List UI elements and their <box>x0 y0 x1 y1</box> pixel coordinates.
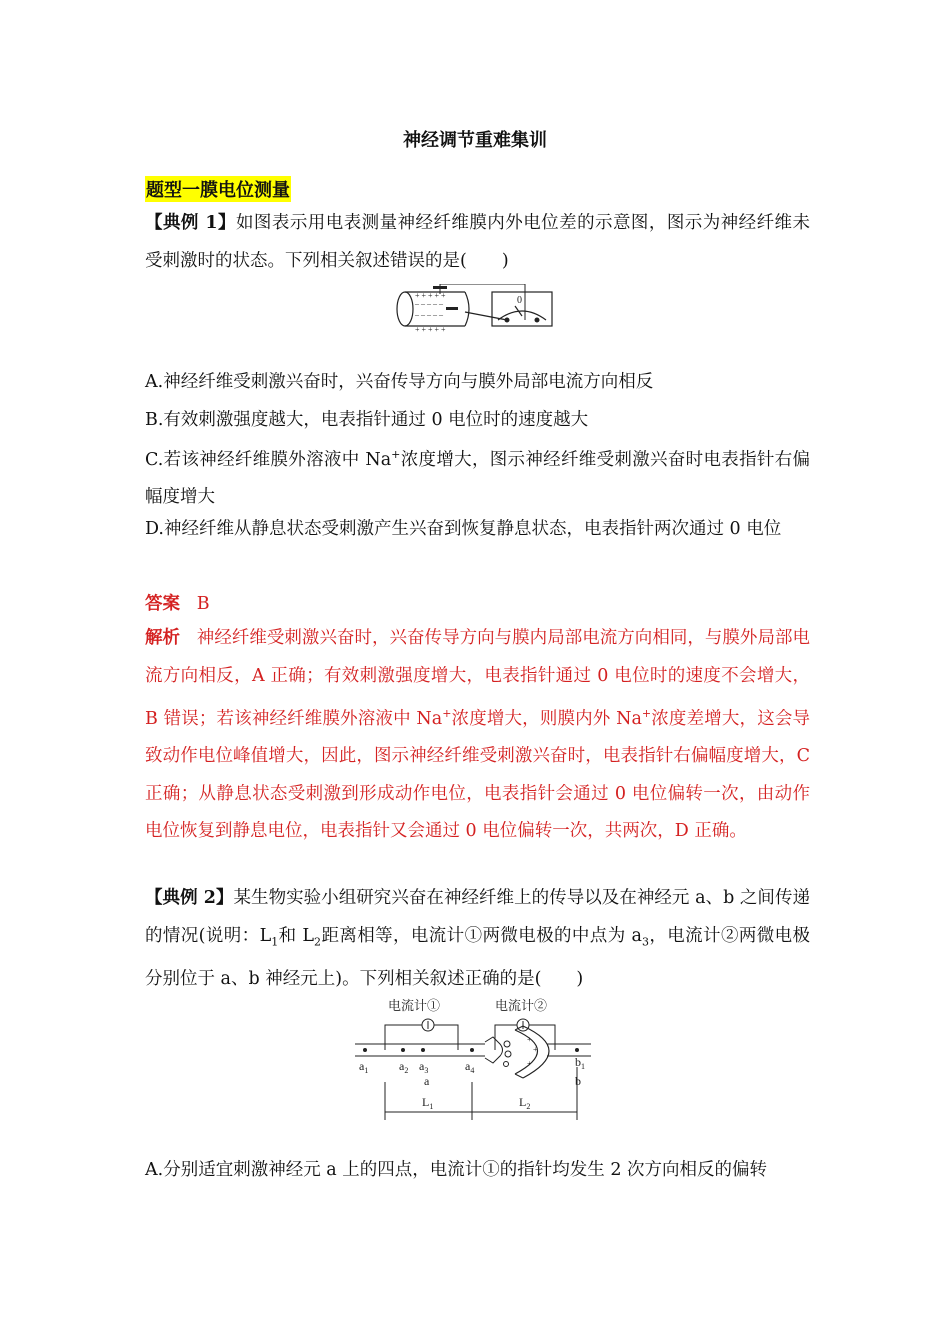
label-L2: L <box>519 1095 527 1109</box>
label-L1: L <box>422 1095 430 1109</box>
label-a2-sub: 2 <box>404 1066 409 1075</box>
example2-option-a: A.分别适宜刺激神经元 a 上的四点，电流计①的指针均发生 2 次方向相反的偏转 <box>145 1160 768 1180</box>
label-a3-sub: 3 <box>424 1066 429 1075</box>
label-a3: a <box>419 1059 425 1073</box>
analysis-label: 解析 <box>145 628 181 648</box>
svg-text:+ + + + +: + + + + + <box>415 291 446 300</box>
meter1-label: 电流计① <box>388 998 441 1013</box>
option-d: D.神经纤维从静息状态受刺激产生兴奋到恢复静息状态，电表指针两次通过 0 电位 <box>145 519 782 539</box>
example2-sub-1: 1 <box>271 935 279 948</box>
example2-text-2: 和 L <box>278 925 315 946</box>
analysis-text-3: 浓度差增大，这会导致动作电位峰值增大，因此，图示神经纤维受刺激兴奋时，电表指针右偏幅度增大，C 正确；从静息状态受刺激到形成动作电位，电表指针会通过 0 电位偏转一次，由动作电位恢复到静息电位，电表指针又会通过 0 电位偏转一次，共两次，D 正确。 <box>145 708 811 842</box>
analysis-sup-1: + <box>442 707 452 720</box>
option-c <box>145 436 810 517</box>
label-a1-sub: 1 <box>364 1066 369 1075</box>
answer-line <box>145 590 210 615</box>
example2-sub-2: 2 <box>314 935 322 948</box>
meter2-label: 电流计② <box>495 998 548 1013</box>
example1-stem-text: 如图表示用电表测量神经纤维膜内外电位差的示意图，图示为神经纤维未受刺激时的状态。下列相关叙述错误的是( ) <box>145 213 810 271</box>
svg-text:b1 <box>575 1055 585 1071</box>
example2-text-4: ，电流计②两微电极分别位于 a、b 神经元上)。下列相关叙述正确的是( ) <box>145 925 811 989</box>
figure-neurons-meters <box>355 992 595 1122</box>
example2-tag: 【典例 2】 <box>145 888 234 908</box>
label-b: b <box>575 1074 581 1088</box>
svg-text:+: + <box>527 1035 532 1044</box>
option-c-text-1: C.若该神经纤维膜外溶液中 Na <box>145 449 392 470</box>
svg-text:L2 <box>519 1095 530 1111</box>
label-L1-sub: 1 <box>429 1102 434 1111</box>
option-a: A.神经纤维受刺激兴奋时，兴奋传导方向与膜外局部电流方向相反 <box>145 372 654 392</box>
meter-zero-label: 0 <box>517 295 522 306</box>
answer-value: B <box>196 594 210 614</box>
example2-text-1: 某生物实验小组研究兴奋在神经纤维上的传导以及在神经元 a、b 之间传递的情况(说明：L <box>145 888 810 946</box>
label-a4-sub: 4 <box>470 1066 475 1075</box>
option-c-text-2: 浓度增大，图示神经纤维受刺激兴奋时电表指针右偏幅度增大 <box>145 449 811 508</box>
example1-tag: 【典例 1】 <box>145 213 236 233</box>
analysis-text-1: 神经纤维受刺激兴奋时，兴奋传导方向与膜内局部电流方向相同，与膜外局部电流方向相反，A 正确；有效刺激强度增大，电表指针通过 0 电位时的速度不会增大，B 错误；若该神经纤维膜外溶液中 Na <box>145 628 810 729</box>
label-a2: a <box>399 1059 405 1073</box>
svg-text:a1 <box>359 1059 368 1075</box>
label-b1-sub: 1 <box>581 1062 585 1071</box>
analysis-text-2: 浓度增大，则膜内外 Na <box>451 708 642 729</box>
label-a1: a <box>359 1059 365 1073</box>
example1-stem <box>145 205 810 280</box>
svg-text:+: + <box>533 1045 538 1054</box>
answer-label: 答案 <box>145 594 180 614</box>
svg-text:a4 <box>465 1059 474 1075</box>
label-L2-sub: 2 <box>526 1102 531 1111</box>
analysis <box>145 620 810 851</box>
example2-sub-3: 3 <box>641 935 649 948</box>
example2-stem <box>145 880 810 998</box>
label-b1: b <box>575 1055 581 1069</box>
svg-text:a3 <box>419 1059 428 1075</box>
svg-text:+: + <box>527 1059 532 1068</box>
section-heading: 题型一膜电位测量 <box>145 176 291 202</box>
svg-text:+ + + + +: + + + + + <box>415 325 446 334</box>
svg-text:– – – – –: – – – – – <box>415 299 443 308</box>
option-c-sup: + <box>391 448 401 461</box>
svg-text:L1 <box>422 1095 433 1111</box>
option-b: B.有效刺激强度越大，电表指针通过 0 电位时的速度越大 <box>145 410 589 430</box>
label-a: a <box>424 1074 430 1088</box>
page-title: 神经调节重难集训 <box>403 130 547 151</box>
label-a4: a <box>465 1059 471 1073</box>
example2-text-3: 距离相等，电流计①两微电极的中点为 a <box>321 925 642 946</box>
analysis-sup-2: + <box>641 707 652 720</box>
svg-text:a2 <box>399 1059 408 1075</box>
svg-text:– – – – –: – – – – – <box>415 310 443 319</box>
figure-membrane-meter <box>395 284 555 334</box>
